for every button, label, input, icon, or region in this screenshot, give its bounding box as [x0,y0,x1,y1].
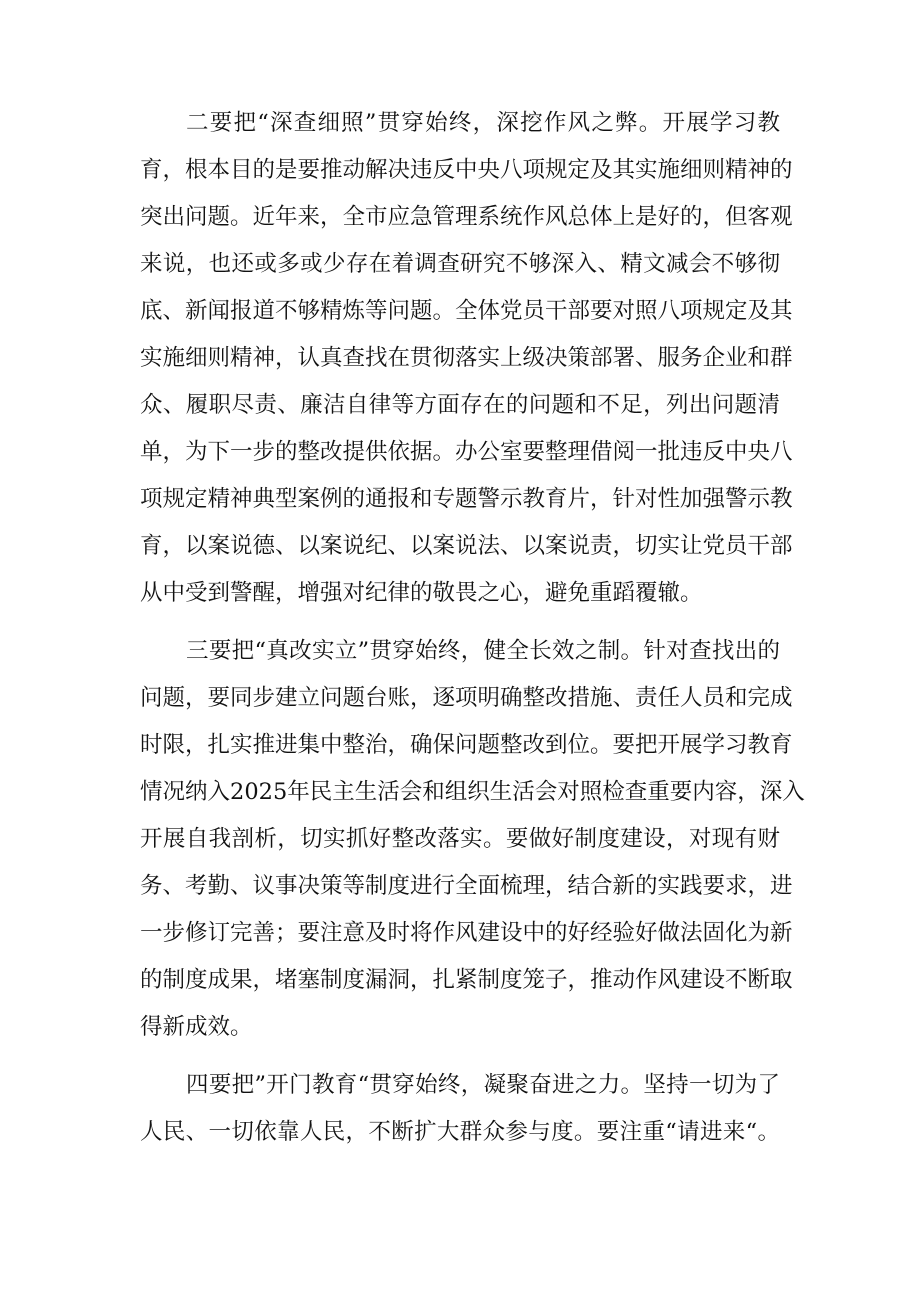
paragraph-line: 从中受到警醒，增强对纪律的敬畏之心，避免重蹈覆辙。 [140,580,703,606]
paragraph-line: 来说，也还或多或少存在着调查研究不够深入、精文减会不够彻 [140,251,780,277]
paragraph-line: 得新成效。 [140,1014,253,1040]
paragraph-line: 突出问题。近年来，全市应急管理系统作风总体上是好的，但客观 [140,204,793,230]
paragraph-spacer [140,617,780,628]
paragraph-line: 二要把“深查细照”贯穿始终，深挖作风之弊。开展学习教 [186,110,780,136]
paragraph-line: 单，为下一步的整改提供依据。办公室要整理借阅一批违反中央八 [140,439,793,465]
paragraph-line: 底、新闻报道不够精炼等问题。全体党员干部要对照八项规定及其 [140,298,793,324]
paragraph-line: 项规定精神典型案例的通报和专题警示教育片，针对性加强警示教 [140,486,793,512]
paragraph-line: 的制度成果，堵塞制度漏洞，扎紧制度笼子，推动作风建设不断取 [140,967,793,993]
paragraph-line: 三要把“真改实立”贯穿始终，健全长效之制。针对查找出的 [186,638,780,664]
document-body [140,100,805,1156]
paragraph-line: 情况纳入2025年民主生活会和组织生活会对照检查重要内容，深入 [140,779,805,805]
paragraph-4-open-education [140,1062,780,1156]
paragraph-line: 开展自我剖析，切实抓好整改落实。要做好制度建设，对现有财 [140,826,780,852]
paragraph-line: 问题，要同步建立问题台账，逐项明确整改措施、责任人员和完成 [140,685,793,711]
paragraph-line: 务、考勤、议事决策等制度进行全面梳理，结合新的实践要求，进 [140,873,793,899]
paragraph-line: 育，根本目的是要推动解决违反中央八项规定及其实施细则精神的 [140,157,793,183]
paragraph-line: 实施细则精神，认真查找在贯彻落实上级决策部署、服务企业和群 [140,345,793,371]
paragraph-line: 人民、一切依靠人民，不断扩大群众参与度。要注重“请进来“。 [140,1119,780,1145]
paragraph-2-deep-inspection [140,100,793,617]
paragraph-line: 众、履职尽责、廉洁自律等方面存在的问题和不足，列出问题清 [140,392,780,418]
paragraph-line: 四要把”开门教育“贯穿始终，凝聚奋进之力。坚持一切为了 [186,1072,780,1098]
paragraph-3-real-rectification [140,628,805,1051]
paragraph-line: 时限，扎实推进集中整治，确保问题整改到位。要把开展学习教育 [140,732,793,758]
paragraph-line: 育，以案说德、以案说纪、以案说法、以案说责，切实让党员干部 [140,533,793,559]
paragraph-line: 一步修订完善；要注意及时将作风建设中的好经验好做法固化为新 [140,920,793,946]
paragraph-spacer [140,1051,780,1062]
